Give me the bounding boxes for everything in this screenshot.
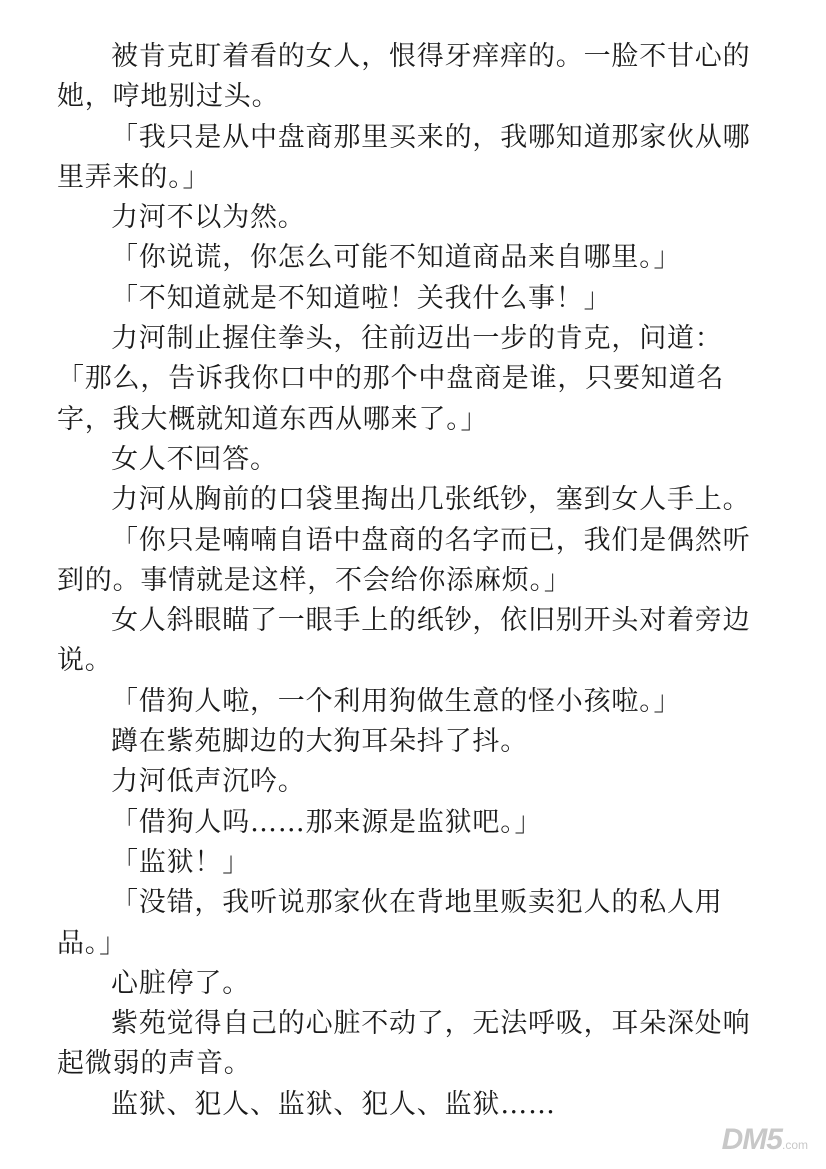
paragraph-1: 被肯克盯着看的女人，恨得牙痒痒的。一脸不甘心的她，哼地别过头。 (57, 41, 751, 113)
paragraph-4: 「你说谎，你怎么可能不知道商品来自哪里。」 (111, 242, 682, 274)
paragraph-16: 「没错，我听说那家伙在背地里贩卖犯人的私人用品。」 (57, 887, 723, 959)
paragraph-14: 「借狗人吗……那来源是监狱吧。」 (111, 806, 543, 838)
paragraph-19: 监狱、犯人、监狱、犯人、监狱…… (111, 1088, 556, 1120)
paragraph-5: 「不知道就是不知道啦！关我什么事！」 (111, 282, 612, 314)
paragraph-3: 力河不以为然。 (111, 202, 306, 234)
paragraph-2: 「我只是从中盘商那里买来的，我哪知道那家伙从哪里弄来的。」 (57, 121, 751, 193)
paragraph-13: 力河低声沉吟。 (111, 766, 306, 798)
paragraph-9: 「你只是喃喃自语中盘商的名字而已，我们是偶然听到的。事情就是这样，不会给你添麻烦。」 (57, 524, 751, 596)
paragraph-6: 力河制止握住拳头，往前迈出一步的肯克，问道：「那么，告诉我你口中的那个中盘商是谁，只要知道名字，我大概就知道东西从哪来了。」 (57, 323, 725, 435)
paragraph-7: 女人不回答。 (111, 443, 278, 475)
paragraph-12: 蹲在紫苑脚边的大狗耳朵抖了抖。 (111, 726, 528, 758)
paragraph-17: 心脏停了。 (111, 967, 250, 999)
paragraph-11: 「借狗人啦，一个利用狗做生意的怪小孩啦。」 (111, 685, 682, 717)
paragraph-8: 力河从胸前的口袋里掏出几张纸钞，塞到女人手上。 (111, 484, 751, 516)
watermark-suffix: .com (781, 1138, 808, 1152)
paragraph-15: 「监狱！」 (111, 846, 250, 878)
site-watermark-logo (722, 1123, 808, 1157)
paragraph-18: 紫苑觉得自己的心脏不动了，无法呼吸，耳朵深处响起微弱的声音。 (57, 1008, 751, 1080)
paragraph-10: 女人斜眼瞄了一眼手上的纸钞，依旧别开头对着旁边说。 (57, 605, 751, 677)
watermark-brand: DM5 (721, 1123, 782, 1156)
document-body (57, 37, 757, 1125)
